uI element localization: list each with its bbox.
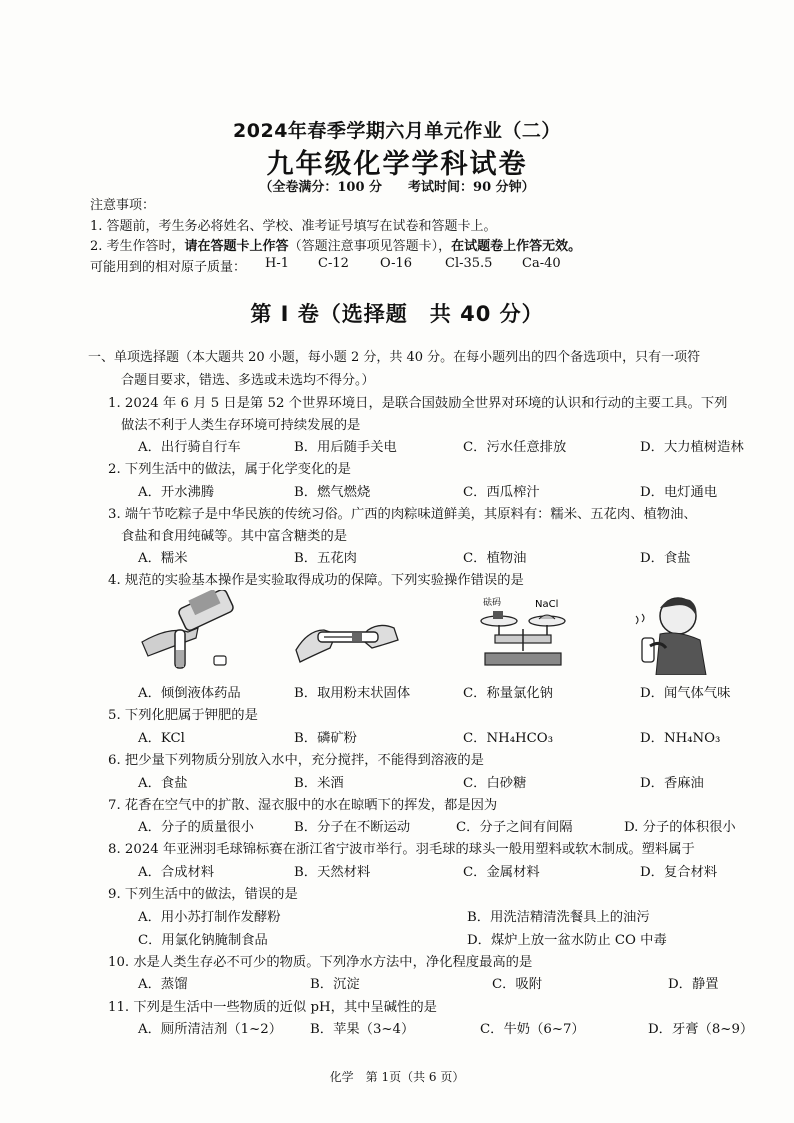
q10-option-a: A．蒸馏 <box>138 977 188 992</box>
q11-option-a: A．厕所清洁剂（1~2） <box>138 1022 283 1037</box>
figure-balance <box>475 595 570 673</box>
q7-option-c: C．分子之间有间隔 <box>456 820 573 835</box>
section-instructions-line-2: 合题目要求，错选、多选或未选均不得分。） <box>121 373 375 388</box>
q10-option-d: D．静置 <box>668 977 719 992</box>
q2-option-a: A．开水沸腾 <box>138 485 215 500</box>
q1-stem-2: 做法不利于人类生存环境可持续发展的是 <box>121 418 361 433</box>
q5-option-c: C．NH₄HCO₃ <box>463 731 554 746</box>
atomic-mass-h: H-1 <box>265 256 290 271</box>
q2-option-d: D．电灯通电 <box>640 485 718 500</box>
q7-option-b: B．分子在不断运动 <box>294 820 411 835</box>
q4-option-c: C．称量氯化钠 <box>463 686 553 701</box>
atomic-mass-c: C-12 <box>318 256 349 271</box>
q8-option-c: C．金属材料 <box>463 865 540 880</box>
q1-stem-1: 1. 2024 年 6 月 5 日是第 52 个世界环境日，是联合国鼓励全世界对环境的认识和行动的主要工具。下列 <box>108 396 728 411</box>
q7-stem: 7. 花香在空气中的扩散、湿衣服中的水在晾晒下的挥发，都是因为 <box>108 798 498 813</box>
notice-item-2 <box>90 235 581 254</box>
q3-option-d: D．食盐 <box>640 551 691 566</box>
q5-option-d: D．NH₄NO₃ <box>640 731 721 746</box>
q2-option-b: B．燃气燃烧 <box>294 485 371 500</box>
q7-option-a: A．分子的质量很小 <box>138 820 254 835</box>
q3-option-c: C．植物油 <box>463 551 527 566</box>
q3-option-b: B．五花肉 <box>294 551 357 566</box>
exam-subtitle: 九年级化学学科试卷 <box>266 149 528 180</box>
notice-item-2-mid: （答题注意事项见答题卡）， <box>288 239 452 254</box>
q4-option-b: B．取用粉末状固体 <box>294 686 411 701</box>
notice-heading: 注意事项： <box>90 198 156 213</box>
q7-option-d: D. 分子的体积很小 <box>624 820 736 835</box>
q1-option-c: C．污水任意排放 <box>463 440 567 455</box>
atomic-mass-ca: Ca-40 <box>522 256 561 271</box>
q2-option-c: C．西瓜榨汁 <box>463 485 540 500</box>
q4-option-a: A．倾倒液体药品 <box>138 686 241 701</box>
figure-weight-label: 砝码 <box>483 598 502 608</box>
q9-option-d: D．煤炉上放一盆水防止 CO 中毒 <box>467 933 667 948</box>
q5-option-b: B．磷矿粉 <box>294 731 357 746</box>
q1-option-d: D．大力植树造林 <box>640 440 744 455</box>
q2-stem: 2. 下列生活中的做法，属于化学变化的是 <box>108 462 351 477</box>
page-footer: 化学 第 1页（共 6 页） <box>329 1070 465 1084</box>
q9-option-b: B．用洗洁精清洗餐具上的油污 <box>467 910 650 925</box>
q4-stem: 4. 规范的实验基本操作是实验取得成功的保障。下列实验操作错误的是 <box>108 573 524 588</box>
q3-stem-2: 食盐和食用纯碱等。其中富含糖类的是 <box>121 529 348 544</box>
q6-option-a: A．食盐 <box>138 776 188 791</box>
figure-taking-powder <box>290 600 405 675</box>
figure-pouring-liquid <box>130 590 250 672</box>
q6-option-b: B．米酒 <box>294 776 344 791</box>
atomic-mass-label: 可能用到的相对原子质量： <box>90 260 247 275</box>
atomic-mass-o: O-16 <box>380 256 413 271</box>
notice-item-2-bold-2: 在试题卷上作答无效。 <box>451 239 582 254</box>
notice-item-1: 1. 答题前，考生务必将姓名、学校、准考证号填写在试卷和答题卡上。 <box>90 219 497 234</box>
q5-stem: 5. 下列化肥属于钾肥的是 <box>108 708 258 723</box>
q11-option-b: B．苹果（3~4） <box>310 1022 415 1037</box>
q9-stem: 9. 下列生活中的做法，错误的是 <box>108 887 298 902</box>
q6-option-d: D．香麻油 <box>640 776 704 791</box>
notice-item-2-bold-1: 请在答题卡上作答 <box>184 239 289 254</box>
q3-option-a: A．糯米 <box>138 551 188 566</box>
q8-option-d: D．复合材料 <box>640 865 718 880</box>
q1-option-a: A．出行骑自行车 <box>138 440 241 455</box>
part-title: 第 I 卷（选择题 共 40 分） <box>250 302 544 326</box>
figure-nacl-label: NaCl <box>535 599 559 610</box>
q8-stem: 8. 2024 年亚洲羽毛球锦标赛在浙江省宁波市举行。羽毛球的球头一般用塑料或软木制成。塑料属于 <box>108 842 695 857</box>
q5-option-a: A．KCl <box>138 731 185 746</box>
q6-option-c: C．白砂糖 <box>463 776 527 791</box>
q3-stem-1: 3. 端午节吃粽子是中华民族的传统习俗。广西的肉粽味道鲜美，其原料有：糯米、五花肉、植物油、 <box>108 507 697 522</box>
exam-meta: （全卷满分：100 分 考试时间：90 分钟） <box>259 180 535 195</box>
figure-smelling-gas <box>620 590 710 675</box>
q11-option-d: D．牙膏（8~9） <box>648 1022 754 1037</box>
q4-option-d: D．闻气体气味 <box>640 686 731 701</box>
q10-option-b: B．沉淀 <box>310 977 360 992</box>
q9-option-a: A．用小苏打制作发酵粉 <box>138 910 281 925</box>
q10-stem: 10. 水是人类生存必不可少的物质。下列净水方法中，净化程度最高的是 <box>108 955 533 970</box>
q9-option-c: C．用氯化钠腌制食品 <box>138 933 268 948</box>
q8-option-a: A．合成材料 <box>138 865 215 880</box>
q11-option-c: C．牛奶（6~7） <box>480 1022 585 1037</box>
exam-title: 2024年春季学期六月单元作业（二） <box>233 120 561 142</box>
q6-stem: 6. 把少量下列物质分别放入水中，充分搅拌，不能得到溶液的是 <box>108 753 484 768</box>
atomic-mass-cl: Cl-35.5 <box>445 256 493 271</box>
q10-option-c: C．吸附 <box>492 977 543 992</box>
q1-option-b: B．用后随手关电 <box>294 440 397 455</box>
section-instructions-line-1: 一、单项选择题（本大题共 20 小题，每小题 2 分，共 40 分。在每小题列出的四个备选项中，只有一项符 <box>88 350 701 365</box>
q8-option-b: B．天然材料 <box>294 865 371 880</box>
q11-stem: 11. 下列是生活中一些物质的近似 pH，其中呈碱性的是 <box>108 1000 437 1015</box>
notice-item-2-pre: 2. 考生作答时， <box>90 239 185 254</box>
